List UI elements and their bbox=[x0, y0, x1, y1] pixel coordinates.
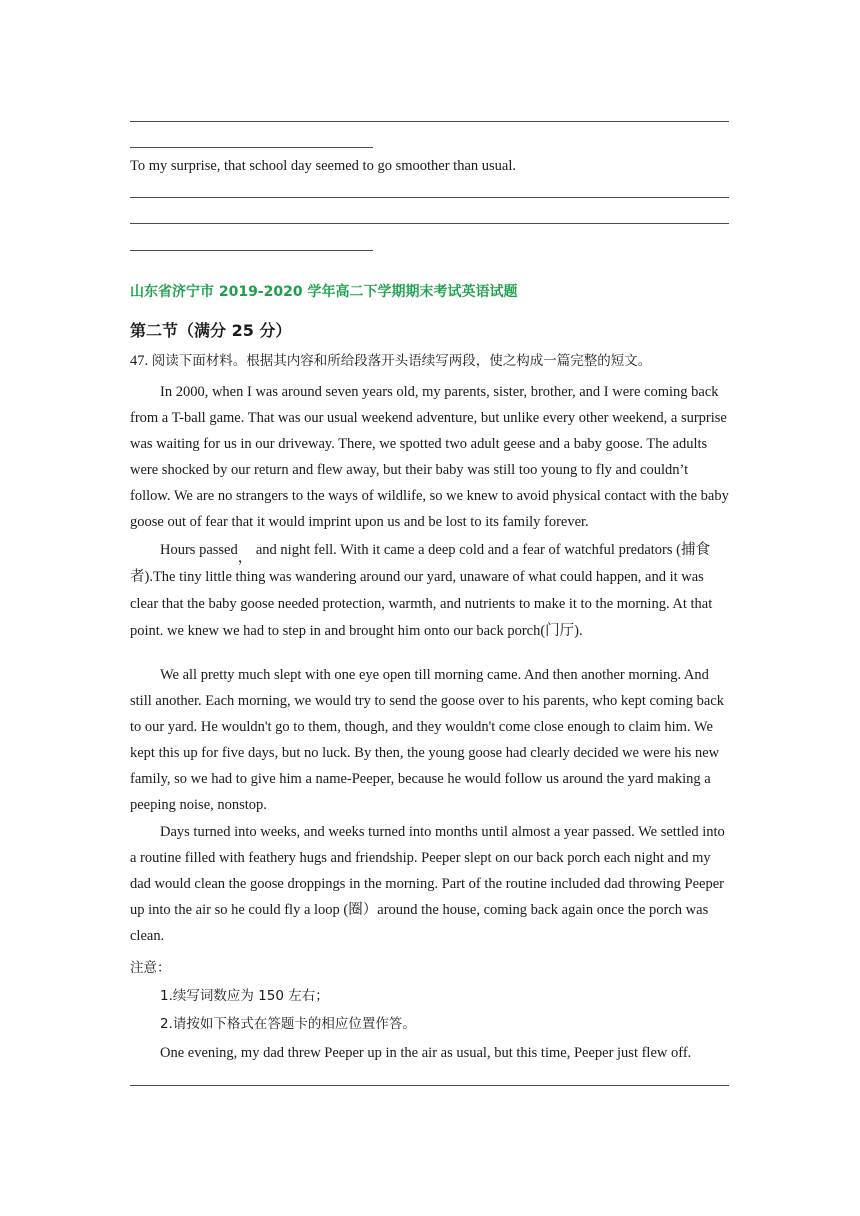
paragraph-opening-sentence: To my surprise, that school day seemed to go smoother than usual. bbox=[130, 158, 516, 174]
section-heading: 第二节（满分 25 分） bbox=[130, 321, 292, 340]
story-paragraph-3: We all pretty much slept with one eye open till morning came. And then another morning. And still another. Each morning, we would try to send the goose over to his parents, who kept coming back to our yard. He wouldn't go to them, though, and they wouldn't come close enough to claim him. We kept this up for five days, but no luck. By then, the young goose had clearly decided we were his new family, so we had to give him a name-Peeper, because he would follow us around the yard making a peeping noise, nonstop. bbox=[130, 667, 724, 813]
question-text: 阅读下面材料。根据其内容和所给段落开头语续写两段，使之构成一篇完整的短文。 bbox=[151, 353, 652, 369]
note-item-2: 2.请按如下格式在答题卡的相应位置作答。 bbox=[160, 1016, 416, 1032]
answer-line bbox=[130, 197, 729, 198]
story-paragraph-2 bbox=[130, 537, 730, 645]
question-instruction bbox=[130, 351, 651, 371]
answer-line bbox=[130, 121, 729, 122]
notes-label: 注意： bbox=[130, 960, 171, 976]
paragraph-opening-sentence: One evening, my dad threw Peeper up in the air as usual, but this time, Peeper just flew off. bbox=[160, 1045, 692, 1061]
story-p2-rest: and night fell. With it came a deep cold and a fear of watchful predators (捕食者).The tiny little thing was wandering around our yard, unaware of what could happen, and it was clear that the baby goose needed protection, warmth, and nutrients to make it to the morning. At that point. we knew we had to step in and brought him onto our back porch(门厅). bbox=[130, 542, 713, 639]
note-item-1: 1.续写词数应为 150 左右； bbox=[160, 988, 329, 1004]
story-p2-start: Hours passed bbox=[160, 542, 238, 558]
answer-line-short bbox=[130, 250, 373, 251]
answer-line bbox=[130, 223, 729, 224]
source-title: 山东省济宁市 2019-2020 学年高二下学期期末考试英语试题 bbox=[130, 284, 518, 300]
answer-line-short bbox=[130, 147, 373, 148]
answer-line bbox=[130, 1085, 729, 1086]
story-p2-comma: ， bbox=[237, 550, 253, 566]
story-paragraph-4: Days turned into weeks, and weeks turned into months until almost a year passed. We settled into a routine filled with feathery hugs and friendship. Peeper slept on our back porch each night and my dad would clean the goose droppings in the morning. Part of the routine included dad throwing Peeper up into the air so he could fly a loop (圈）around the house, coming back again once the porch was clean. bbox=[130, 824, 725, 944]
question-number: 47. bbox=[130, 353, 149, 369]
story-paragraph-1: In 2000, when I was around seven years old, my parents, sister, brother, and I were coming back from a T-ball game. That was our usual weekend adventure, but unlike every other weekend, a surprise was waiting for us in our driveway. There, we spotted two adult geese and a baby goose. The adults were shocked by our return and flew away, but their baby was still too young to fly and couldn’t follow. We are no strangers to the ways of wildlife, so we knew to avoid physical contact with the baby goose out of fear that it would imprint upon us and be lost to its family forever. bbox=[130, 384, 729, 530]
